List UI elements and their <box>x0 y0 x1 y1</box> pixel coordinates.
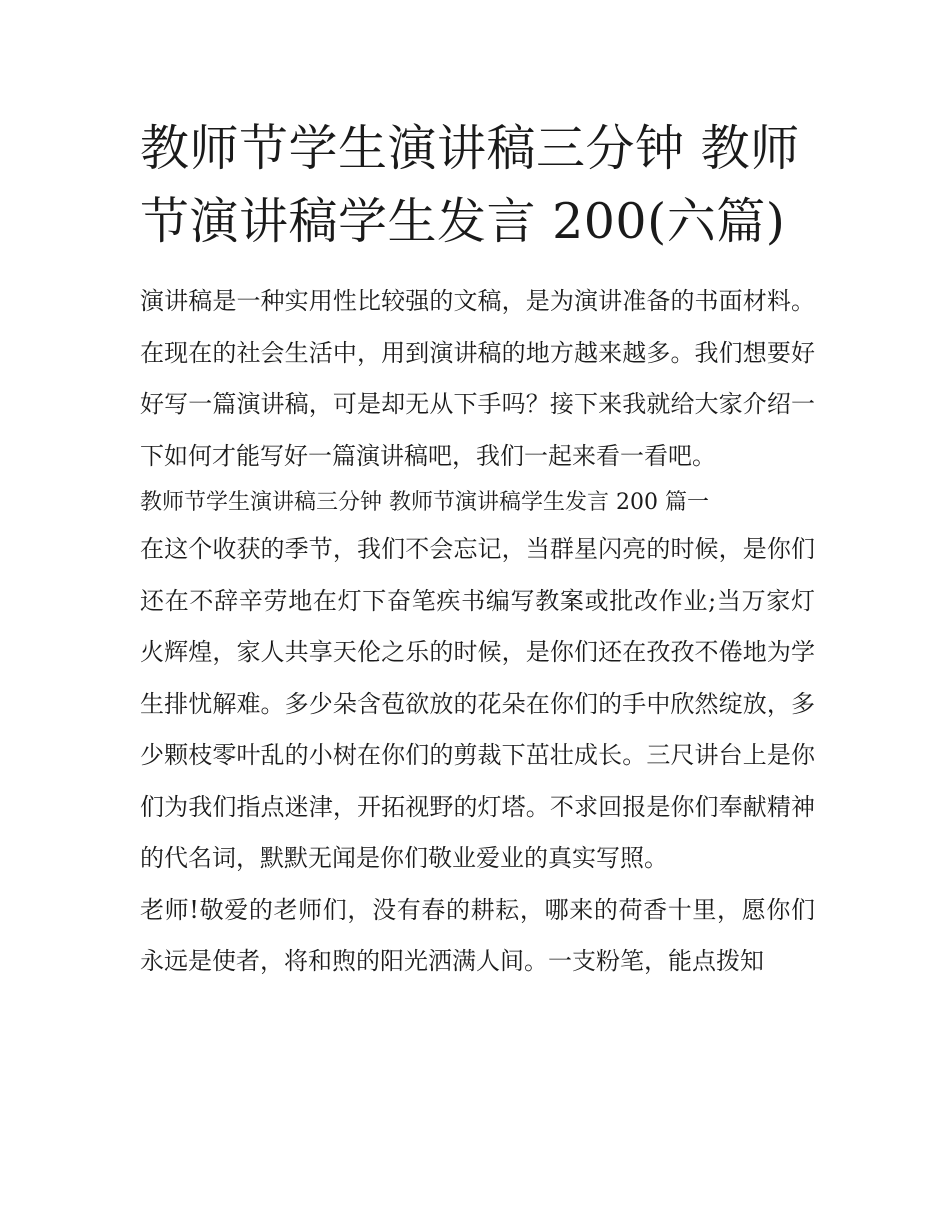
body-paragraph-1: 在这个收获的季节，我们不会忘记，当群星闪亮的时候，是你们还在不辞辛劳地在灯下奋笔疾书编写教案或批改作业;当万家灯火辉煌，家人共享天伦之乐的时候，是你们还在孜孜不倦地为学生排忧解难。多少朵含苞欲放的花朵在你们的手中欣然绽放，多少颗枝零叶乱的小树在你们的剪裁下茁壮成长。三尺讲台上是你们为我们指点迷津，开拓视野的灯塔。不求回报是你们奉献精神的代名词，默默无闻是你们敬业爱业的真实写照。 <box>140 535 815 872</box>
document-page <box>140 112 815 988</box>
section-heading: 教师节学生演讲稿三分钟 教师节演讲稿学生发言 200 篇一 <box>140 490 709 515</box>
body-paragraph-2: 老师!敬爱的老师们，没有春的耕耘，哪来的荷香十里，愿你们永远是使者，将和煦的阳光洒满人间。一支粉笔，能点拨知 <box>140 895 815 975</box>
intro-paragraph: 演讲稿是一种实用性比较强的文稿，是为演讲准备的书面材料。在现在的社会生活中，用到演讲稿的地方越来越多。我们想要好好写一篇演讲稿，可是却无从下手吗？接下来我就给大家介绍一下如何才能写好一篇演讲稿吧，我们一起来看一看吧。 <box>140 287 815 470</box>
document-title: 教师节学生演讲稿三分钟 教师节演讲稿学生发言 200(六篇) <box>140 120 800 250</box>
